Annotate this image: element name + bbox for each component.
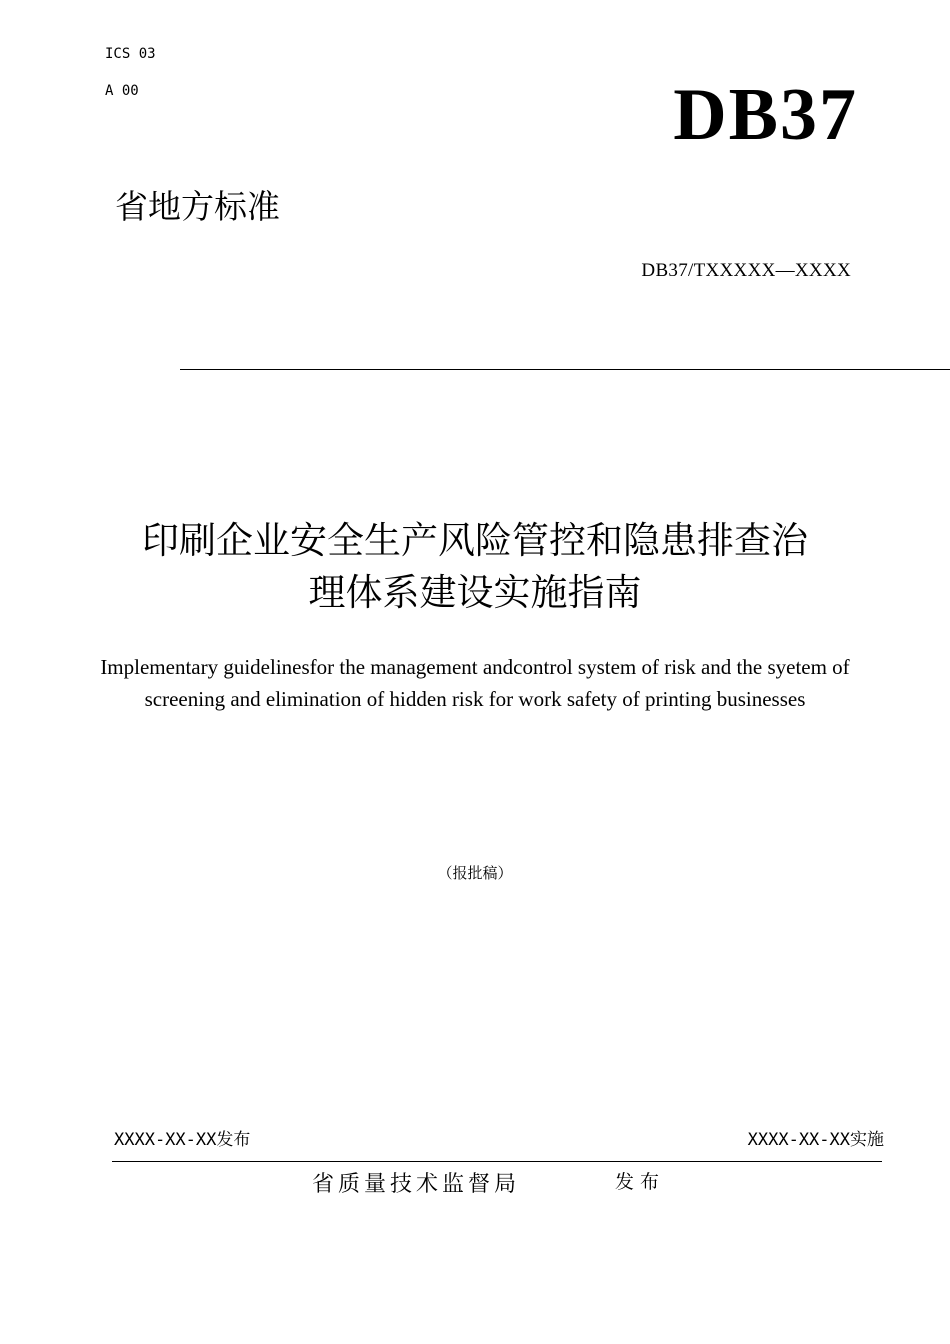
chinese-title: [0, 515, 950, 619]
issue-date-value: XXXX-XX-XX: [114, 1130, 217, 1150]
implementation-date: [748, 1125, 884, 1150]
issue-date: [114, 1125, 250, 1150]
header-divider: [180, 369, 950, 370]
english-title: Implementary guidelinesfor the management andcontrol system of risk and the syetem of screening and elimination of hidden risk for work safety of printing businesses: [100, 655, 850, 711]
issuing-authority: 省质量技术监督局: [312, 1172, 521, 1197]
ccs-code: A 00: [105, 83, 139, 99]
ics-code: ICS 03: [105, 46, 156, 62]
standard-code-logo: DB37: [673, 74, 858, 156]
standard-number: DB37/TXXXXX—XXXX: [641, 260, 851, 281]
issue-label: 发布: [615, 1171, 666, 1193]
standard-type: 省地方标准: [115, 187, 280, 226]
implementation-date-suffix: 实施: [850, 1130, 884, 1150]
chinese-title-line-1: 印刷企业安全生产风险管控和隐患排查治: [142, 519, 808, 562]
draft-status: （报批稿）: [437, 864, 513, 882]
footer-divider: [112, 1161, 882, 1162]
issue-date-suffix: 发布: [216, 1130, 251, 1150]
chinese-title-line-2: 理体系建设实施指南: [308, 571, 642, 614]
implementation-date-value: XXXX-XX-XX: [747, 1130, 850, 1150]
